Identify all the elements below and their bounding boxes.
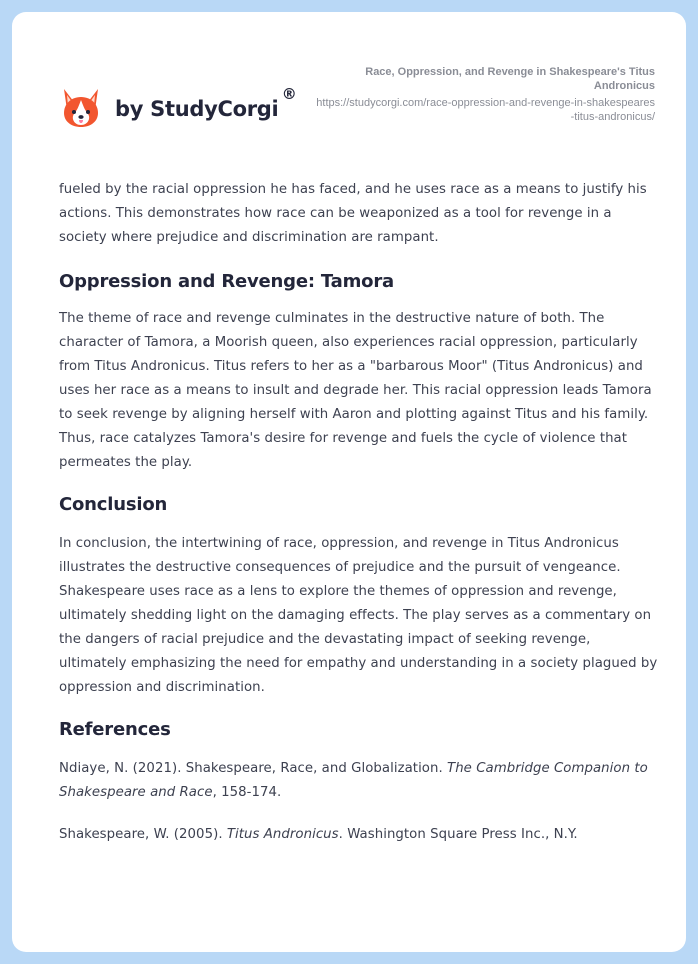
document-header-info <box>315 65 655 124</box>
document-content <box>59 178 659 847</box>
reference-text-end: . Washington Square Press Inc., N.Y. <box>338 827 578 842</box>
reference-text-end: , 158-174. <box>212 785 282 800</box>
references-heading: References <box>59 719 171 740</box>
reference-source-title: The Cambridge Companion to Shakespeare and Race <box>59 761 648 800</box>
section-heading-tamora: Oppression and Revenge: Tamora <box>59 271 394 292</box>
section-heading-conclusion: Conclusion <box>59 494 168 515</box>
brand-name <box>115 85 297 121</box>
reference-item <box>59 757 659 805</box>
corgi-logo-icon <box>61 85 101 129</box>
registered-mark: ® <box>281 85 297 103</box>
reference-text: Shakespeare, W. (2005). <box>59 827 227 842</box>
document-url-link[interactable]: https://studycorgi.com/race-oppression-and-revenge-in-shakespeares-titus-andronicus/ <box>316 97 655 123</box>
studycorgi-logo[interactable] <box>61 76 297 138</box>
section-paragraph-tamora: The theme of race and revenge culminates in the destructive nature of both. The character of Tamora, a Moorish queen, also experiences racial oppression, particularly from Titus Andronicus. Titus refers to her as a "barbarous Moor" (Titus Andronicus) and uses her race as a means to insult and degrade her. This racial oppression leads Tamora to seek revenge by aligning herself with Aaron and plotting against Titus and his family. Thus, race catalyzes Tamora's desire for revenge and fuels the cycle of violence that permeates the play. <box>59 311 652 470</box>
section-paragraph-conclusion: In conclusion, the intertwining of race, oppression, and revenge in Titus Andronicus illustrates the destructive consequences of prejudice and the pursuit of vengeance. Shakespeare uses race as a lens to explore the themes of oppression and revenge, ultimately shedding light on the damaging effects. The play serves as a commentary on the dangers of racial prejudice and the devastating impact of seeking revenge, ultimately emphasizing the need for empathy and understanding in a society plagued by oppression and discrimination. <box>59 536 658 695</box>
reference-source-title: Titus Andronicus <box>226 827 339 842</box>
document-page <box>12 12 686 952</box>
document-title: Race, Oppression, and Revenge in Shakespeare's Titus Andronicus <box>365 66 655 92</box>
reference-item <box>59 823 659 847</box>
intro-paragraph: fueled by the racial oppression he has faced, and he uses race as a means to justify his actions. This demonstrates how race can be weaponized as a tool for revenge in a society where prejudice and discrimination are rampant. <box>59 182 647 245</box>
brand-label: by StudyCorgi <box>115 97 279 121</box>
reference-text: Ndiaye, N. (2021). Shakespeare, Race, and Globalization. <box>59 761 448 776</box>
